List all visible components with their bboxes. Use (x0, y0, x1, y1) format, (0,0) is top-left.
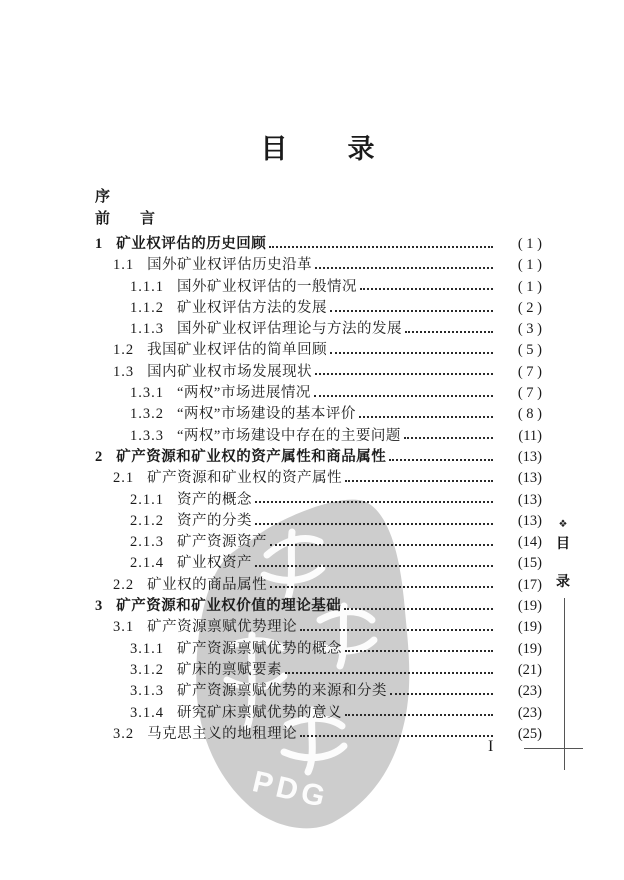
toc-entry (95, 362, 542, 383)
entry-number: 1.3.2 (130, 406, 164, 423)
toc-content (95, 186, 542, 745)
entry-number: 3.1.4 (130, 704, 164, 721)
toc-entry (95, 617, 542, 638)
margin-label-char: 目 (556, 537, 570, 552)
entry-number: 2.1.2 (130, 512, 164, 529)
dot-leader (390, 693, 493, 695)
dot-leader (255, 565, 493, 567)
entry-number: 3.1.1 (130, 640, 164, 657)
entry-title: “两权”市场建设中存在的主要问题 (177, 427, 401, 444)
margin-label (551, 519, 575, 590)
dot-leader (389, 459, 493, 461)
entry-page: ( 7 ) (517, 363, 542, 380)
entry-number: 2.1.4 (130, 555, 164, 572)
entry-page: (17) (517, 576, 542, 593)
page-number: I (488, 738, 494, 755)
margin-label-char: 录 (556, 575, 570, 590)
entry-page: ( 8 ) (517, 406, 542, 423)
entry-title: 国外矿业权评估理论与方法的发展 (177, 321, 402, 338)
entry-number: 1.1.2 (130, 299, 164, 316)
entry-page: ( 1 ) (517, 236, 542, 252)
entry-page: (11) (518, 427, 542, 444)
toc-entry (95, 255, 542, 276)
toc-list (95, 234, 542, 745)
entry-page: (15) (517, 555, 542, 572)
entry-page: ( 2 ) (517, 299, 542, 316)
entry-number: 2 (95, 448, 104, 465)
entry-title: 矿产资源和矿业权价值的理论基础 (116, 598, 342, 615)
dot-leader (330, 310, 493, 312)
toc-entry (95, 596, 542, 617)
entry-page: (14) (517, 534, 542, 551)
toc-entry (95, 511, 542, 532)
toc-entry (95, 319, 542, 340)
entry-title: 矿产资源禀赋优势的来源和分类 (177, 683, 387, 700)
toc-entry (95, 298, 542, 319)
front-item-foreword: 前 言 (95, 211, 156, 227)
entry-number: 3.1.3 (130, 683, 164, 700)
entry-title: “两权”市场建设的基本评价 (177, 406, 356, 423)
entry-title: 国外矿业权评估的一般情况 (177, 278, 357, 295)
entry-number: 3.1.2 (130, 661, 164, 678)
toc-entry (95, 703, 542, 724)
diamond-marker-icon: ❖ (558, 519, 568, 530)
entry-page: (19) (517, 598, 542, 615)
dot-leader (359, 416, 493, 418)
entry-page: (19) (517, 640, 542, 657)
toc-entry (95, 490, 542, 511)
entry-page: ( 5 ) (517, 342, 542, 359)
entry-page: (13) (517, 491, 542, 508)
entry-title: 矿业权资产 (177, 555, 252, 572)
entry-page: (23) (517, 704, 542, 721)
entry-title: 矿业权评估的历史回顾 (116, 236, 267, 252)
entry-page: (19) (517, 619, 542, 636)
entry-number: 2.2 (113, 576, 135, 593)
entry-page: ( 1 ) (517, 257, 542, 274)
entry-number: 1.1 (113, 257, 135, 274)
dot-leader (300, 735, 493, 737)
entry-title: 研究矿床禀赋优势的意义 (177, 704, 342, 721)
margin-horizontal-rule (524, 748, 583, 749)
entry-page: (23) (517, 683, 542, 700)
entry-title: 矿产资源禀赋优势理论 (147, 619, 298, 636)
entry-title: 矿产资源资产 (177, 534, 267, 551)
entry-number: 1.1.3 (130, 321, 164, 338)
toc-entry (95, 277, 542, 298)
toc-entry (95, 639, 542, 660)
dot-leader (270, 586, 493, 588)
entry-page: ( 1 ) (517, 278, 542, 295)
dot-leader (345, 650, 493, 652)
entry-page: (13) (517, 512, 542, 529)
page-title: 目 录 (260, 134, 377, 164)
dot-leader (300, 629, 493, 631)
toc-entry (95, 404, 542, 425)
entry-number: 1.3.3 (130, 427, 164, 444)
dot-leader (344, 608, 493, 610)
dot-leader (404, 437, 493, 439)
toc-entry (95, 660, 542, 681)
entry-title: 矿业权评估方法的发展 (177, 299, 327, 316)
watermark-pdg-text: PDG (249, 765, 332, 815)
entry-title: 国外矿业权评估历史沿革 (147, 257, 313, 274)
toc-entry (95, 724, 542, 745)
entry-page: ( 3 ) (517, 321, 542, 338)
toc-entry (95, 468, 542, 489)
toc-entry (95, 532, 542, 553)
entry-page: (13) (517, 448, 542, 465)
entry-number: 1.3 (113, 363, 135, 380)
margin-vertical-rule (564, 598, 565, 770)
toc-entry (95, 553, 542, 574)
toc-entry (95, 426, 542, 447)
toc-entry (95, 383, 542, 404)
entry-page: (13) (517, 470, 542, 487)
entry-title: 矿产资源和矿业权的资产属性和商品属性 (116, 448, 387, 465)
entry-number: 3.1 (113, 619, 135, 636)
dot-leader (269, 246, 493, 248)
entry-title: 矿产资源和矿业权的资产属性 (147, 470, 343, 487)
entry-page: (21) (517, 661, 542, 678)
entry-number: 1.1.1 (130, 278, 164, 295)
entry-number: 2.1 (113, 470, 135, 487)
dot-leader (315, 373, 493, 375)
dot-leader (315, 267, 493, 269)
toc-entry (95, 340, 542, 361)
dot-leader (255, 501, 493, 503)
dot-leader (330, 352, 493, 354)
entry-title: 矿床的禀赋要素 (177, 661, 282, 678)
toc-entry (95, 575, 542, 596)
front-item-preface: 序 (95, 189, 111, 205)
entry-number: 1.3.1 (130, 385, 164, 402)
entry-number: 2.1.1 (130, 491, 164, 508)
toc-entry (95, 234, 542, 255)
toc-entry (95, 447, 542, 468)
dot-leader (255, 523, 493, 525)
dot-leader (285, 672, 493, 674)
entry-number: 1.2 (113, 342, 135, 359)
entry-title: 矿业权的商品属性 (147, 576, 268, 593)
dot-leader (345, 714, 493, 716)
entry-number: 2.1.3 (130, 534, 164, 551)
toc-entry (95, 681, 542, 702)
entry-title: 我国矿业权评估的简单回顾 (147, 342, 328, 359)
entry-title: 国内矿业权市场发展现状 (147, 363, 313, 380)
entry-title: 资产的概念 (177, 491, 252, 508)
entry-title: 资产的分类 (177, 512, 252, 529)
entry-page: ( 7 ) (517, 385, 542, 402)
entry-title: “两权”市场进展情况 (177, 385, 311, 402)
entry-page: (25) (517, 725, 542, 742)
entry-title: 矿产资源禀赋优势的概念 (177, 640, 342, 657)
entry-title: 马克思主义的地租理论 (147, 725, 298, 742)
dot-leader (405, 331, 493, 333)
dot-leader (270, 544, 493, 546)
entry-number: 1 (95, 236, 104, 252)
dot-leader (345, 480, 493, 482)
dot-leader (360, 288, 493, 290)
entry-number: 3.2 (113, 725, 135, 742)
entry-number: 3 (95, 598, 104, 615)
dot-leader (314, 395, 493, 397)
